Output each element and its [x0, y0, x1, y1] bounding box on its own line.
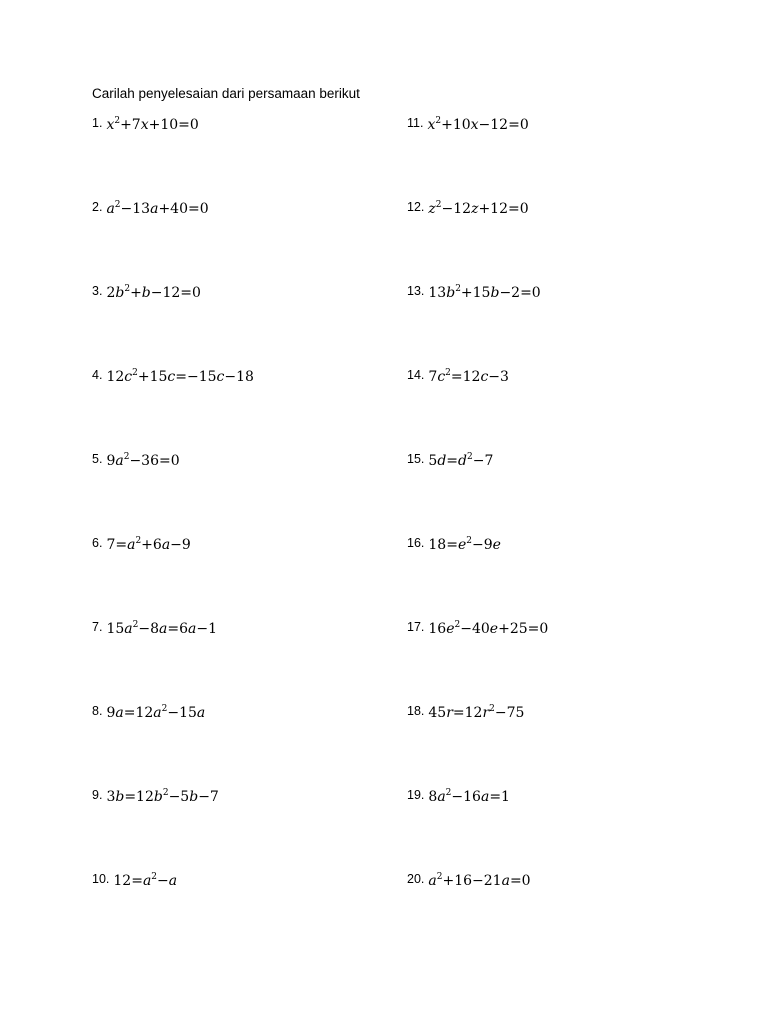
- problem-item: [407, 536, 501, 554]
- problem-equation: $8a^2-16a=1$: [428, 788, 510, 805]
- problem-item: [407, 368, 509, 386]
- problem-equation: $5d=d^2-7$: [428, 452, 494, 469]
- problem-equation: $12=a^2-a$: [113, 872, 178, 889]
- problem-number: 7.: [92, 620, 103, 634]
- problem-item: [92, 116, 199, 134]
- problem-item: [92, 704, 205, 722]
- problem-equation: $15a^2-8a=6a-1$: [106, 620, 217, 637]
- problem-item: [407, 284, 541, 302]
- problem-item: [407, 704, 524, 722]
- problem-number: 19.: [407, 788, 425, 802]
- problem-equation: $9a=12a^2-15a$: [106, 704, 206, 721]
- problem-equation: $12c^2+15c=-15c-18$: [106, 368, 254, 385]
- problem-number: 12.: [407, 200, 425, 214]
- problem-equation: $9a^2-36=0$: [106, 452, 180, 469]
- problem-equation: $a^2+16-21a=0$: [428, 872, 531, 889]
- problem-item: [92, 788, 219, 806]
- problem-number: 14.: [407, 368, 425, 382]
- problem-item: [407, 116, 529, 134]
- problem-number: 20.: [407, 872, 425, 886]
- problem-number: 10.: [92, 872, 110, 886]
- problem-equation: $7=a^2+6a-9$: [106, 536, 191, 553]
- problem-number: 2.: [92, 200, 103, 214]
- problem-item: [92, 620, 217, 638]
- problem-number: 15.: [407, 452, 425, 466]
- problem-equation: $x^2+7x+10=0$: [106, 116, 199, 133]
- problem-number: 16.: [407, 536, 425, 550]
- problem-equation: $45r=12r^2-75$: [428, 704, 525, 721]
- problem-number: 4.: [92, 368, 103, 382]
- problem-item: [92, 200, 209, 218]
- problem-item: [92, 284, 201, 302]
- problem-equation: $13b^2+15b-2=0$: [428, 284, 541, 301]
- problem-number: 5.: [92, 452, 103, 466]
- problem-number: 18.: [407, 704, 425, 718]
- problem-item: [92, 452, 180, 470]
- problem-number: 1.: [92, 116, 103, 130]
- problem-equation: $2b^2+b-12=0$: [106, 284, 201, 301]
- problem-item: [407, 200, 529, 218]
- problem-number: 13.: [407, 284, 425, 298]
- problem-equation: $3b=12b^2-5b-7$: [106, 788, 219, 805]
- problem-item: [407, 620, 548, 638]
- problem-number: 8.: [92, 704, 103, 718]
- problem-item: [407, 452, 493, 470]
- problem-equation: $z^2-12z+12=0$: [428, 200, 529, 217]
- problem-item: [92, 536, 191, 554]
- problem-equation: $a^2-13a+40=0$: [106, 200, 209, 217]
- problem-number: 17.: [407, 620, 425, 634]
- problem-equation: $16e^2-40e+25=0$: [428, 620, 549, 637]
- problem-number: 9.: [92, 788, 103, 802]
- instruction-text: Carilah penyelesaian dari persamaan berikut: [92, 86, 360, 101]
- problem-equation: $7c^2=12c-3$: [428, 368, 509, 385]
- problem-item: [407, 788, 510, 806]
- problem-item: [407, 872, 531, 890]
- problem-number: 6.: [92, 536, 103, 550]
- problem-number: 11.: [407, 116, 424, 130]
- problem-equation: $x^2+10x-12=0$: [427, 116, 529, 133]
- problem-item: [92, 368, 254, 386]
- problem-equation: $18=e^2-9e$: [428, 536, 501, 553]
- problem-number: 3.: [92, 284, 103, 298]
- problem-item: [92, 872, 177, 890]
